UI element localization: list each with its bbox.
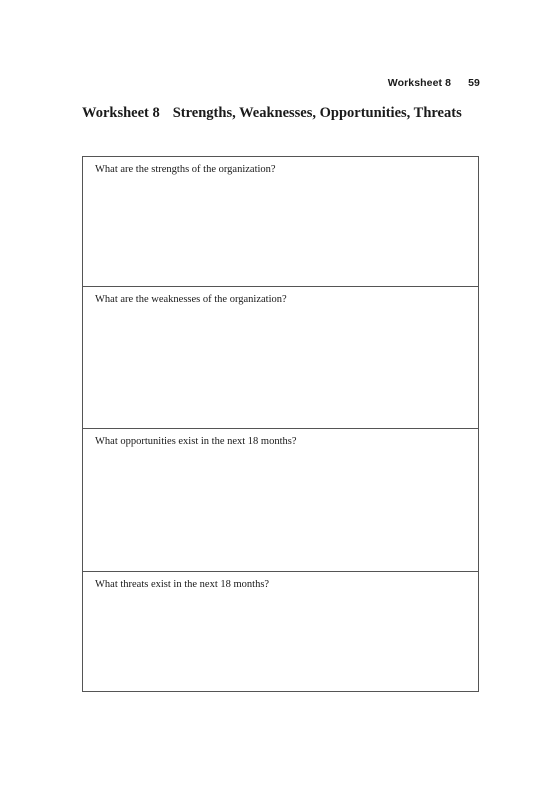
- worksheet-title-text: Strengths, Weaknesses, Opportunities, Threats: [172, 105, 462, 121]
- opportunities-section[interactable]: [83, 428, 478, 571]
- page-number: 59: [468, 77, 480, 89]
- running-header: [388, 77, 480, 89]
- threats-section[interactable]: [83, 571, 478, 692]
- strengths-section[interactable]: [83, 157, 478, 287]
- weaknesses-section[interactable]: [83, 286, 478, 428]
- strengths-prompt: What are the strengths of the organization?: [95, 164, 276, 175]
- running-header-label: Worksheet 8: [387, 77, 452, 89]
- worksheet-title-label: Worksheet 8: [82, 105, 160, 121]
- threats-prompt: What threats exist in the next 18 months?: [95, 579, 270, 590]
- swot-worksheet-box: [82, 156, 479, 692]
- worksheet-title: [82, 105, 462, 122]
- opportunities-prompt: What opportunities exist in the next 18 months?: [95, 436, 297, 447]
- weaknesses-prompt: What are the weaknesses of the organization?: [95, 294, 287, 305]
